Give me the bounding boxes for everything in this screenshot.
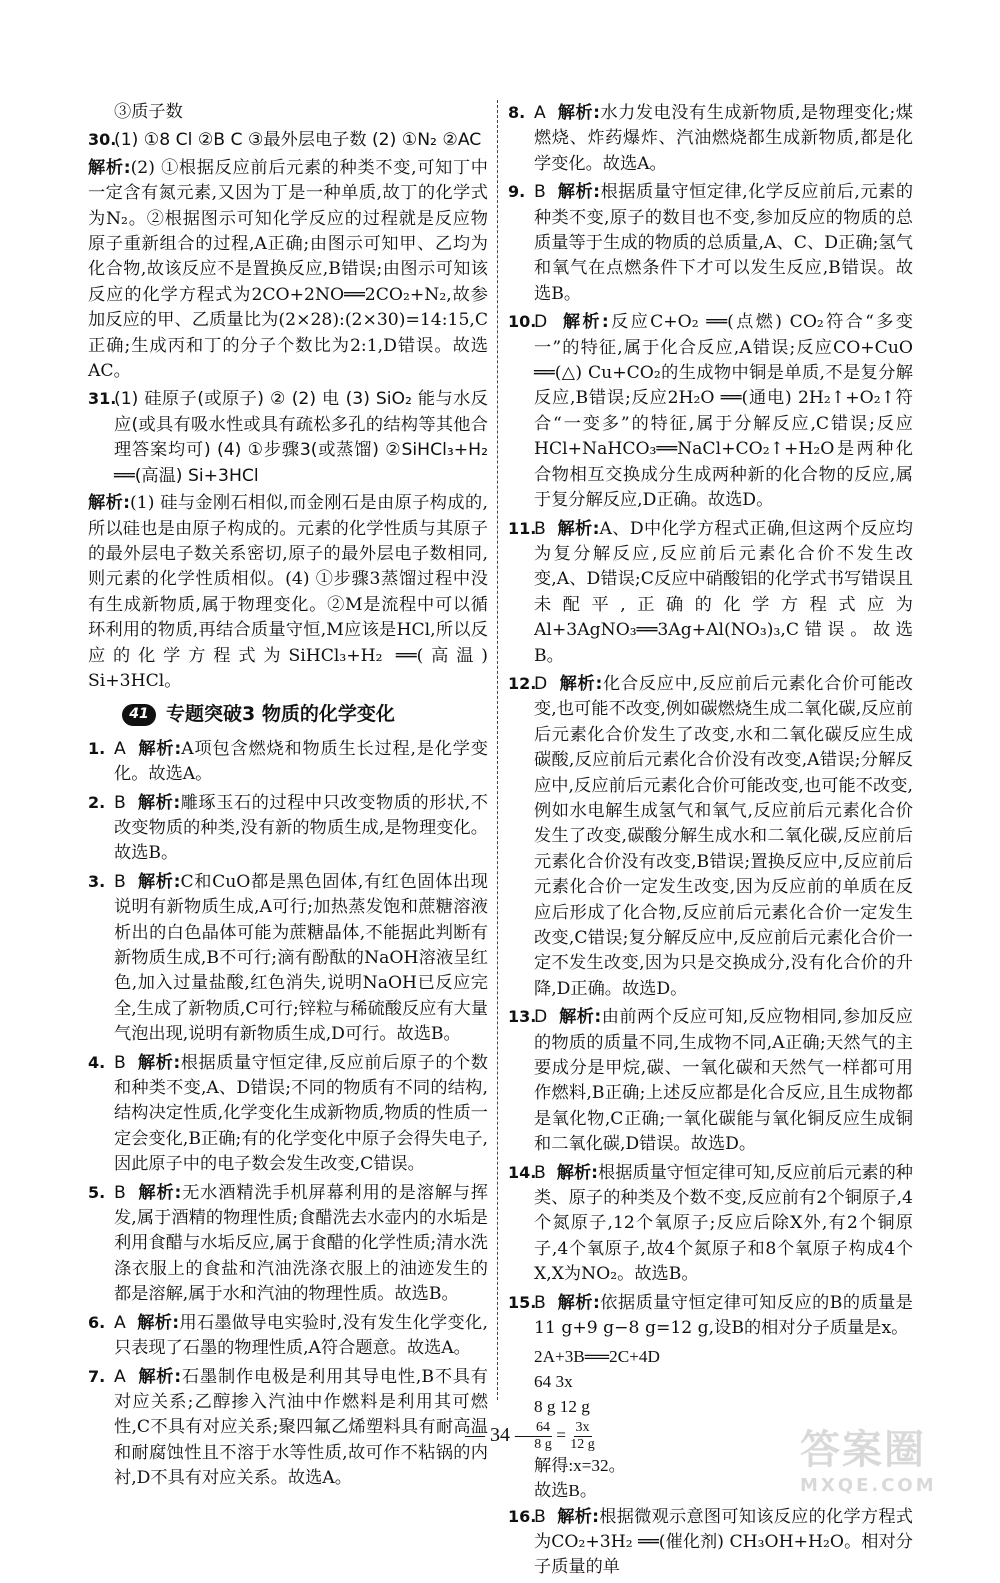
answer: B — [534, 518, 546, 539]
answer-item — [88, 869, 488, 1048]
answer: B — [534, 182, 546, 203]
question-number: 3. — [88, 871, 106, 891]
analysis-label: 解析: — [88, 493, 131, 514]
calc-row: 8 g 12 g — [534, 1397, 590, 1417]
section-heading — [122, 702, 488, 727]
right-column — [508, 100, 913, 1583]
answer-item — [508, 100, 913, 177]
watermark — [800, 1418, 990, 1496]
answer-item — [88, 736, 488, 788]
conclusion: 故选B。 — [534, 1481, 598, 1501]
answer-item — [88, 1310, 488, 1362]
analysis-label: 解析: — [137, 792, 181, 813]
answer-item — [508, 179, 913, 307]
analysis-text: A、D中化学方程式正确,但这两个反应均为复分解反应,反应前后元素化合价不发生改变,A、D错误;C反应中硝酸铝的化学式书写错误且未配平,正确的化学方程式应为Al+3AgNO₃══3Ag+Al(NO₃)₃,C错误。故选B。 — [534, 518, 913, 666]
question-number: 6. — [88, 1312, 106, 1332]
question-number: 1. — [88, 738, 106, 758]
analysis-text: 水力发电没有生成新物质,是物理变化;煤燃烧、炸药爆炸、汽油燃烧都生成新物质,都是化学变化。故选A。 — [534, 103, 913, 174]
answer-item — [88, 1180, 488, 1308]
question-30 — [88, 127, 488, 153]
question-number: 4. — [88, 1052, 106, 1072]
equation: 2A+3B══2C+4D — [534, 1346, 660, 1366]
question-number: 9. — [508, 182, 526, 202]
analysis-text: 根据微观示意图可知该反应的化学方程式为CO₂+3H₂ ══(催化剂) CH₃OH+H₂O。相对分子质量的单 — [534, 1506, 913, 1578]
analysis-text: 无水酒精洗手机屏幕利用的是溶解与挥发,属于酒精的物理性质;食醋洗去水壶内的水垢是利用食醋与水垢反应,属于食醋的化学性质;清水洗涤衣服上的食盐和汽油洗涤衣服上的油迹发生的都是溶解,属于水和汽油的物理性质。故选B。 — [114, 1182, 488, 1305]
answer: (1) 硅原子(或原子) ② (2) 电 (3) SiO₂ 能与水反应(或具有吸水性或具有疏松多孔的结构等其他合理答案均可) (4) ①步骤3(或蒸馏) ②SiHCl₃+H₂ ══(高温) Si+3HCl — [114, 389, 488, 486]
question-number: 14. — [508, 1162, 537, 1182]
analysis-text: 化合反应中,反应前后元素化合价可能改变,也可能不改变,例如碳燃烧生成二氧化碳,反应前后元素化合价发生了改变,水和二氧化碳反应生成碳酸,反应前后元素化合价没有改变,A错误;分解反应中,反应前后元素化合价可能改变,也可能不改变,例如水电解生成氢气和氧气,反应前后元素化合价发生了改变,碳酸分解生成水和二氧化碳,反应前后元素化合价没有改变,B错误;置换反应中,反应前后元素化合价一定发生改变,因为反应前的单质在反应后形成了化合物,反应前后元素化合价一定发生改变,C错误;复分解反应中,反应前后元素化合价一定不发生改变,因为只是交换成分,没有化合价的升降,D正确。故选D。 — [534, 673, 913, 999]
analysis-text: 石墨制作电极是利用其导电性,B不具有对应关系;乙醇掺入汽油中作燃料是利用其可燃性,C不具有对应关系;聚四氟乙烯塑料具有耐高温和耐腐蚀性且不溶于水等性质,故可作不粘锅的内衬,D不具有对应关系。故选A。 — [114, 1366, 488, 1489]
answer: B — [114, 792, 126, 813]
question-31 — [88, 386, 488, 489]
analysis-text: (2) ①根据反应前后元素的种类不变,可知丁中一定含有氮元素,又因为丁是一种单质,故丁的化学式为N₂。②根据图示可知化学反应的过程就是反应物原子重新组合的过程,A正确;由图示可知甲、乙均为化合物,故该反应不是置换反应,B错误;由图示可知该反应的化学方程式为2CO+2NO══2CO₂+N₂,故参加反应的甲、乙质量比为(2×28):(2×30)=14:15,C正确;生成丙和丁的分子个数比为2:1,D错误。故选AC。 — [88, 157, 488, 382]
section-title: 专题突破3 物质的化学变化 — [166, 703, 395, 726]
answer: A — [114, 1366, 126, 1387]
answer-list-right — [508, 100, 913, 1342]
question-number: 8. — [508, 103, 526, 122]
analysis-text: A项包含燃烧和物质生长过程,是化学变化。故选A。 — [114, 738, 488, 785]
analysis-text: 用石墨做导电实验时,没有发生化学变化,只表现了石墨的物理性质,A符合题意。故选A。 — [114, 1312, 488, 1359]
analysis-label: 解析: — [557, 182, 601, 203]
analysis-31 — [88, 491, 488, 694]
analysis-30 — [88, 156, 488, 385]
q29-tail: ③质子数 — [114, 102, 183, 122]
analysis-label: 解析: — [562, 312, 609, 333]
question-number: 15. — [508, 1292, 537, 1312]
question-number: 7. — [88, 1366, 106, 1386]
analysis-label: 解析: — [88, 157, 131, 178]
question-number: 31. — [88, 389, 117, 409]
analysis-text: 依据质量守恒定律可知反应的B的质量是11 g+9 g−8 g=12 g,设B的相对分子质量是x。 — [534, 1292, 913, 1339]
analysis-text: 雕琢玉石的过程中只改变物质的形状,不改变物质的种类,没有新的物质生成,是物理变化。故选B。 — [114, 792, 488, 864]
answer: B — [114, 1182, 126, 1203]
answer: D — [534, 312, 548, 333]
analysis-text: 由前两个反应可知,反应物相同,参加反应的物质的质量不同,生成物不同,A正确;天然气的主要成分是甲烷,碳、一氧化碳和天然气一样都可用作燃料,B正确;上述反应都是化合反应,且生成物都是氧化物,C正确;一氧化碳能与氧化铜反应生成铜和二氧化碳,D错误。故选D。 — [534, 1007, 913, 1155]
question-number: 5. — [88, 1182, 106, 1202]
analysis-label: 解析: — [559, 673, 603, 694]
fraction: $\frac{3x}{12 g}$ — [570, 1419, 595, 1452]
page-number: — 34 — — [465, 1424, 535, 1446]
analysis-label: 解析: — [138, 738, 182, 759]
answer: D — [534, 673, 548, 694]
analysis-text: 根据质量守恒定律,化学反应前后,元素的种类不变,原子的数目也不变,参加反应的物质的总质量等于生成的物质的总质量,A、C、D正确;氢气和氧气在点燃条件下才可以发生反应,B错误。故选B。 — [534, 182, 914, 304]
fraction: $\frac{64}{8 g}$ — [534, 1419, 552, 1452]
answer-item — [508, 1004, 913, 1157]
answer: (1) ①8 Cl ②B C ③最外层电子数 (2) ①N₂ ②AC — [114, 130, 482, 151]
answer: B — [114, 871, 126, 892]
column-divider — [497, 100, 498, 1400]
question-number: 16. — [508, 1506, 537, 1526]
answer: B — [534, 1162, 546, 1183]
analysis-label: 解析: — [557, 1506, 600, 1527]
question-number: 10. — [508, 312, 537, 332]
answer-item — [508, 671, 913, 1002]
question-number: 12. — [508, 673, 537, 693]
analysis-label: 解析: — [556, 1162, 599, 1183]
answer-item — [508, 1160, 913, 1288]
analysis-text: (1) 硅与金刚石相似,而金刚石是由原子构成的,所以硅也是由原子构成的。元素的化学性质与其原子的最外层电子数关系密切,原子的最外层电子数相同,则元素的化学性质相似。(4) ①步骤3蒸馏过程中没有生成新物质,属于物理变化。②M是流程中可以循环利用的物质,再结合质量守恒,M应该是HCl,所以反应的化学方程式为SiHCl₃+H₂ ══(高温) Si+3HCl。 — [88, 493, 489, 691]
question-number: 2. — [88, 792, 106, 812]
section-number-badge: 41 — [122, 704, 156, 726]
question-number: 30. — [88, 130, 117, 150]
analysis-label: 解析: — [138, 1366, 182, 1387]
question-number: 11. — [508, 518, 537, 538]
analysis-label: 解析: — [138, 1182, 182, 1203]
proportion: $\frac{64}{8 g}$ = $\frac{3x}{12 g}$ — [534, 1419, 595, 1452]
analysis-label: 解析: — [137, 1052, 181, 1073]
answer: A — [114, 738, 126, 759]
watermark-url: MXQE.COM — [800, 1475, 937, 1496]
analysis-text: 反应C+O₂ ══(点燃) CO₂符合“多变一”的特征,属于化合反应,A错误;反应CO+CuO ══(△) Cu+CO₂的生成物中铜是单质,不是复分解反应,B错误;反应2H₂O ══(通电) 2H₂↑+O₂↑符合“一变多”的特征,属于分解反应,C错误;反应HCl+NaHCO₃══NaCl+CO₂↑+H₂O是两种化合物相互交换成分生成两种新的化合物的反应,属于复分解反应,D正确。故选D。 — [534, 312, 913, 511]
answer-item — [508, 309, 913, 513]
analysis-text: 根据质量守恒定律,反应前后原子的个数和种类不变,A、D错误;不同的物质有不同的结构,结构决定性质,化学变化生成新物质,物质的性质一定会变化,B正确;有的化学变化中原子会得失电子,因此原子中的电子数会发生改变,C错误。 — [114, 1052, 488, 1175]
question-number: 13. — [508, 1007, 537, 1027]
watermark-logo: 答案圈 — [800, 1427, 926, 1473]
left-column — [88, 100, 488, 1494]
answer-list-left — [88, 736, 488, 1492]
answer-item — [88, 790, 488, 867]
analysis-label: 解析: — [559, 1007, 602, 1028]
solution: 解得:x=32。 — [534, 1455, 626, 1475]
answer: B — [534, 1506, 546, 1527]
analysis-label: 解析: — [557, 518, 600, 539]
analysis-label: 解析: — [137, 1312, 180, 1333]
answer: A — [114, 1312, 126, 1333]
analysis-text: 根据质量守恒定律可知,反应前后元素的种类、原子的种类及个数不变,反应前有2个铜原子,4个氮原子,12个氧原子;反应后除X外,有2个铜原子,4个氧原子,故4个氮原子和8个氧原子构成4个X,X为NO₂。故选B。 — [534, 1162, 913, 1285]
answer-item — [88, 1050, 488, 1178]
analysis-label: 解析: — [557, 1292, 600, 1313]
answer: B — [114, 1052, 126, 1073]
analysis-label: 解析: — [557, 103, 600, 123]
calc-row: 64 3x — [534, 1371, 573, 1391]
analysis-text: C和CuO都是黑色固体,有红色固体出现说明有新物质生成,A可行;加热蒸发饱和蔗糖溶液析出的白色晶体可能为蔗糖晶体,不能据此判断有新物质生成,B不可行;滴有酚酞的NaOH溶液呈红色,加入过量盐酸,红色消失,说明NaOH已反应完全,生成了新物质,C可行;锌粒与稀硫酸反应有大量气泡出现,说明有新物质生成,D可行。故选B。 — [114, 871, 488, 1045]
answer: B — [534, 1292, 546, 1313]
answer-item — [508, 516, 913, 669]
analysis-label: 解析: — [137, 871, 181, 892]
question-16 — [508, 1504, 913, 1581]
answer: A — [534, 103, 546, 123]
answer-item — [508, 1290, 913, 1342]
answer: D — [534, 1007, 548, 1028]
